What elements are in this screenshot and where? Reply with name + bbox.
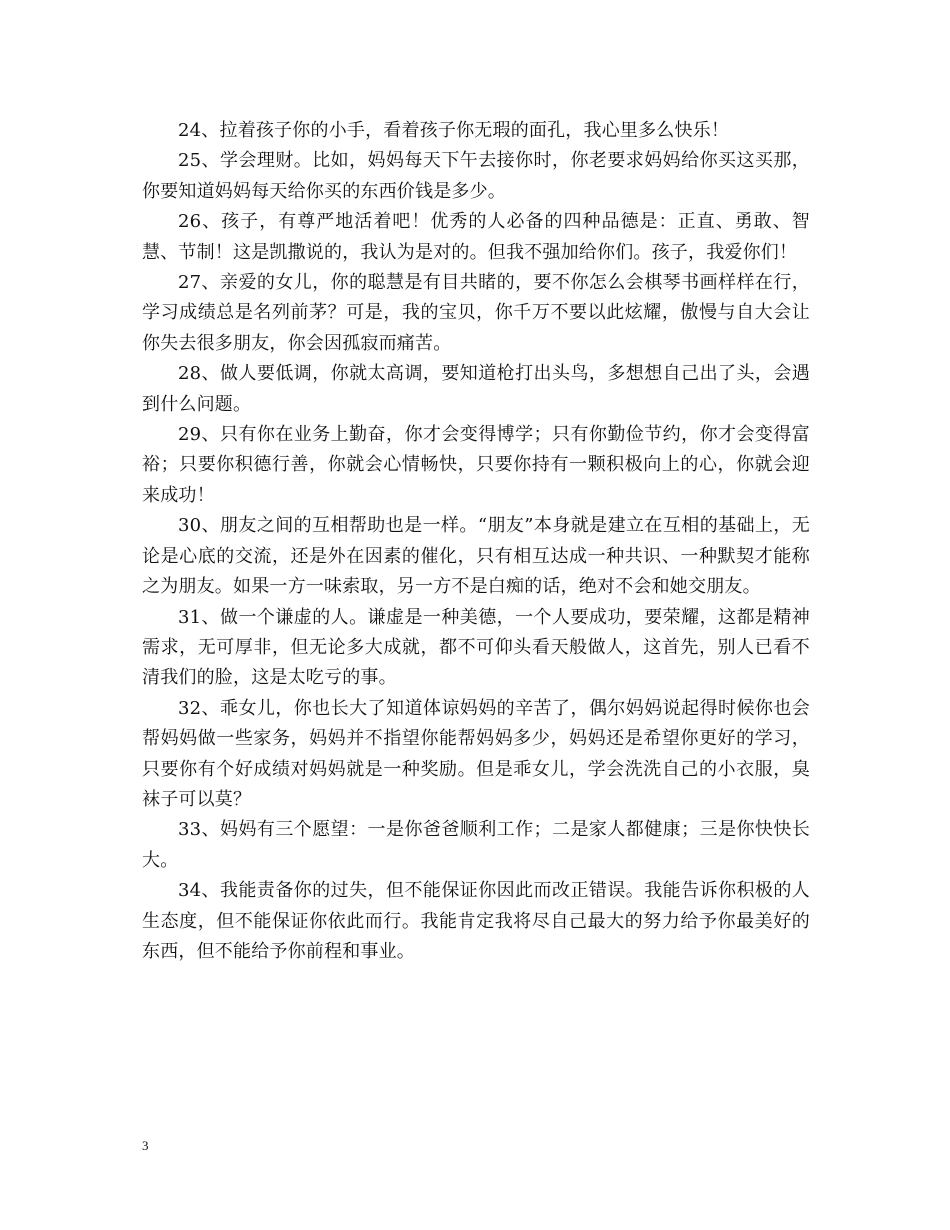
document-body (142, 116, 810, 967)
paragraph-33: 33、妈妈有三个愿望：一是你爸爸顺利工作；二是家人都健康；三是你快快长大。 (142, 819, 810, 871)
paragraph-25: 25、学会理财。比如，妈妈每天下午去接你时，你老要求妈妈给你买这买那，你要知道妈妈每天给你买的东西价钱是多少。 (142, 150, 810, 202)
paragraph-30: 30、朋友之间的互相帮助也是一样。“朋友”本身就是建立在互相的基础上，无论是心底的交流，还是外在因素的催化，只有相互达成一种共识、一种默契才能称之为朋友。如果一方一味索取，另一方不是白痴的话，绝对不会和她交朋友。 (142, 515, 810, 598)
paragraph-32: 32、乖女儿，你也长大了知道体谅妈妈的辛苦了，偶尔妈妈说起得时候你也会帮妈妈做一些家务，妈妈并不指望你能帮妈妈多少，妈妈还是希望你更好的学习，只要你有个好成绩对妈妈就是一种奖励。但是乖女儿，学会洗洗自己的小衣服，臭袜子可以莫？ (142, 697, 810, 810)
paragraph-26: 26、孩子，有尊严地活着吧！优秀的人必备的四种品德是：正直、勇敢、智慧、节制！这是凯撒说的，我认为是对的。但我不强加给你们。孩子，我爱你们！ (142, 211, 810, 263)
page-number: 3 (142, 1138, 149, 1153)
paragraph-34: 34、我能责备你的过失，但不能保证你因此而改正错误。我能告诉你积极的人生态度，但不能保证你依此而行。我能肯定我将尽自己最大的努力给予你最美好的东西，但不能给予你前程和事业。 (142, 880, 810, 962)
paragraph-28: 28、做人要低调，你就太高调，要知道枪打出头鸟，多想想自己出了头，会遇到什么问题。 (142, 363, 810, 415)
paragraph-31: 31、做一个谦虚的人。谦虚是一种美德，一个人要成功，要荣耀，这都是精神需求，无可厚非，但无论多大成就，都不可仰头看天般做人，这首先，别人已看不清我们的脸，这是太吃亏的事。 (142, 606, 810, 689)
paragraph-27: 27、亲爱的女儿，你的聪慧是有目共睹的，要不你怎么会棋琴书画样样在行，学习成绩总是名列前茅？可是，我的宝贝，你千万不要以此炫耀，傲慢与自大会让你失去很多朋友，你会因孤寂而痛苦。 (142, 272, 810, 354)
paragraph-24: 24、拉着孩子你的小手，看着孩子你无瑕的面孔，我心里多么快乐！ (178, 120, 730, 141)
paragraph-29: 29、只有你在业务上勤奋，你才会变得博学；只有你勤俭节约，你才会变得富裕；只要你积德行善，你就会心情畅快，只要你持有一颗积极向上的心，你就会迎来成功！ (142, 424, 810, 506)
